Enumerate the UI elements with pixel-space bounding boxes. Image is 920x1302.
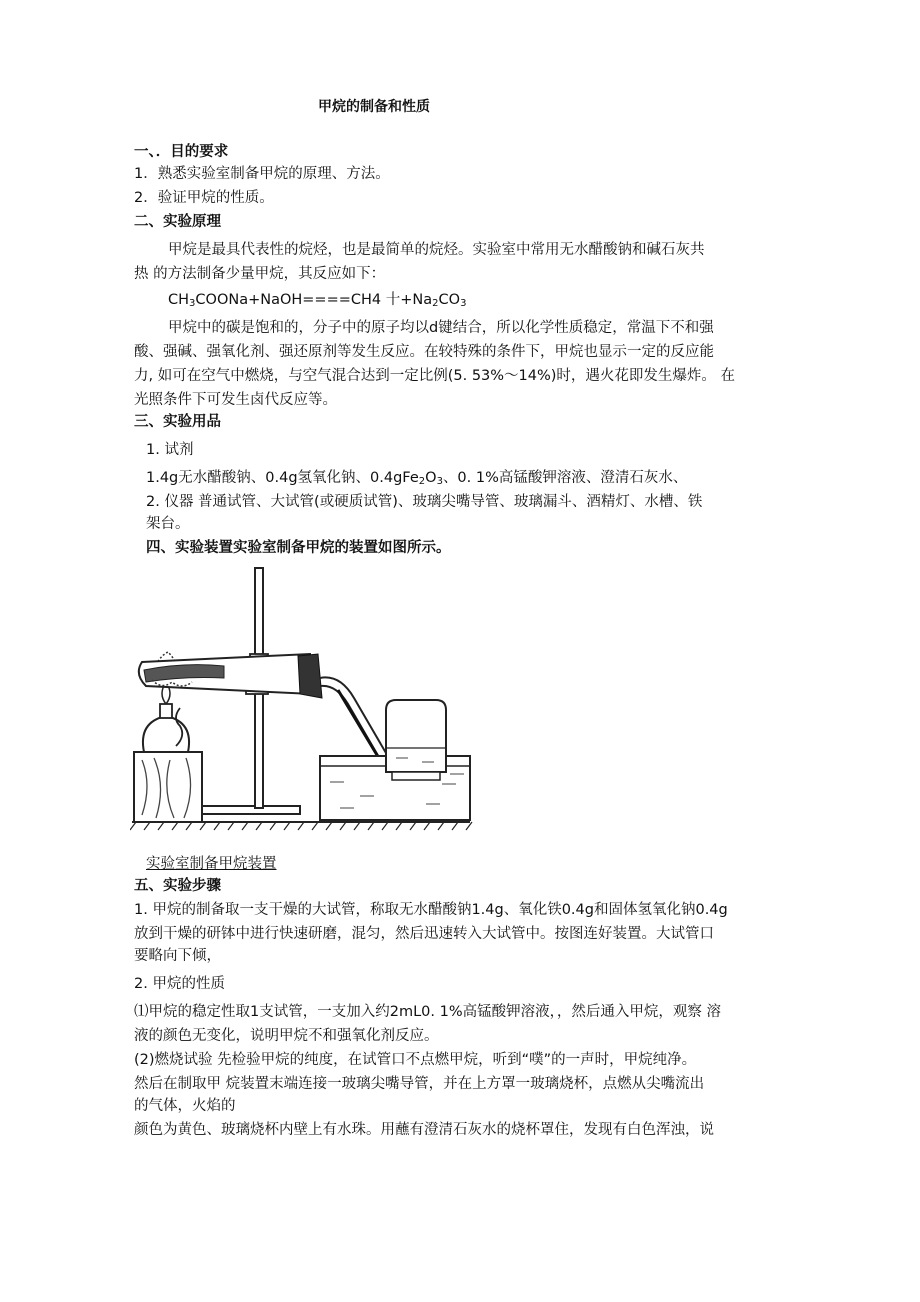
section-heading-procedure: 五、实验步骤	[134, 878, 221, 894]
reaction-equation: $CH_3COONa+NaOH====CH4$ 十$+Na_2CO_3$	[168, 292, 467, 309]
section-heading-apparatus: 四、实验装置实验室制备甲烷的装置如图所示。	[146, 540, 451, 556]
procedure-subheading: 2. 甲烷的性质	[134, 976, 225, 992]
section-heading-materials: 三、实验用品	[134, 414, 221, 430]
procedure-line: 颜色为黄色、玻璃烧杯内壁上有水珠。用蘸有澄清石灰水的烧杯罩住，发现有白色浑浊，说	[134, 1122, 714, 1138]
wooden-block	[134, 752, 202, 822]
section-heading-objectives: 一、．目的要求	[134, 144, 229, 160]
procedure-line: 1. 甲烷的制备取一支干燥的大试管，称取无水醋酸钠1.4g、氧化铁0.4g和固体氢氧化钠0.4g	[134, 902, 728, 918]
principle-paragraph-line: 甲烷是最具代表性的烷烃，也是最简单的烷烃。实验室中常用无水醋酸钠和碱石灰共	[168, 242, 705, 258]
procedure-line: (2)燃烧试验 先检验甲烷的纯度，在试管口不点燃甲烷，听到“噗”的一声时，甲烷纯净。	[134, 1052, 697, 1068]
instruments-line: 2. 仪器 普通试管、大试管(或硬质试管)、玻璃尖嘴导管、玻璃漏斗、酒精灯、水槽、铁	[146, 494, 703, 510]
reagents-list: 1.4g无水醋酸钠、0.4g氢氧化钠、$0.4gFe_2O_3$、0. 1%高锰酸钾溶液、澄清石灰水、	[146, 470, 688, 487]
procedure-line: 的气体，火焰的	[134, 1098, 236, 1114]
principle-paragraph-line: 甲烷中的碳是饱和的，分子中的原子均以d键结合，所以化学性质稳定，常温下不和强	[168, 320, 714, 336]
principle-paragraph-line: 力, 如可在空气中燃烧，与空气混合达到一定比例(5. 53%～14%)时，遇火花即发生爆炸。 在	[134, 368, 736, 384]
rubber-stopper	[298, 654, 322, 698]
principle-paragraph-line: 光照条件下可发生卤代反应等。	[134, 392, 337, 408]
principle-paragraph-line: 热 的方法制备少量甲烷，其反应如下：	[134, 266, 386, 282]
apparatus-diagram	[130, 560, 480, 838]
principle-paragraph-line: 酸、强碱、强氧化剂、强还原剂等发生反应。在较特殊的条件下，甲烷也显示一定的反应能	[134, 344, 714, 360]
objective-item-1: 1．熟悉实验室制备甲烷的原理、方法。	[134, 166, 390, 182]
procedure-line: 要略向下倾，	[134, 948, 221, 964]
section-heading-principle: 二、实验原理	[134, 214, 221, 230]
procedure-line: ⑴甲烷的稳定性取1支试管，一支加入约2mL0. 1%高锰酸钾溶液，，然后通入甲烷，观察 溶	[134, 1004, 721, 1020]
procedure-line: 液的颜色无变化，说明甲烷不和强氧化剂反应。	[134, 1028, 439, 1044]
figure-caption: 实验室制备甲烷装置	[146, 856, 277, 872]
reagents-label: 1. 试剂	[146, 442, 194, 458]
procedure-line: 放到干燥的研钵中进行快速研磨，混匀，然后迅速转入大试管中。按图连好装置。大试管口	[134, 926, 714, 942]
collecting-bottle	[386, 700, 446, 780]
procedure-line: 然后在制取甲 烷装置末端连接一玻璃尖嘴导管，并在上方罩一玻璃烧杯，点燃从尖嘴流出	[134, 1076, 705, 1092]
objective-item-2: 2．验证甲烷的性质。	[134, 190, 274, 206]
instruments-line: 架台。	[146, 516, 190, 532]
document-title: 甲烷的制备和性质	[318, 99, 430, 115]
